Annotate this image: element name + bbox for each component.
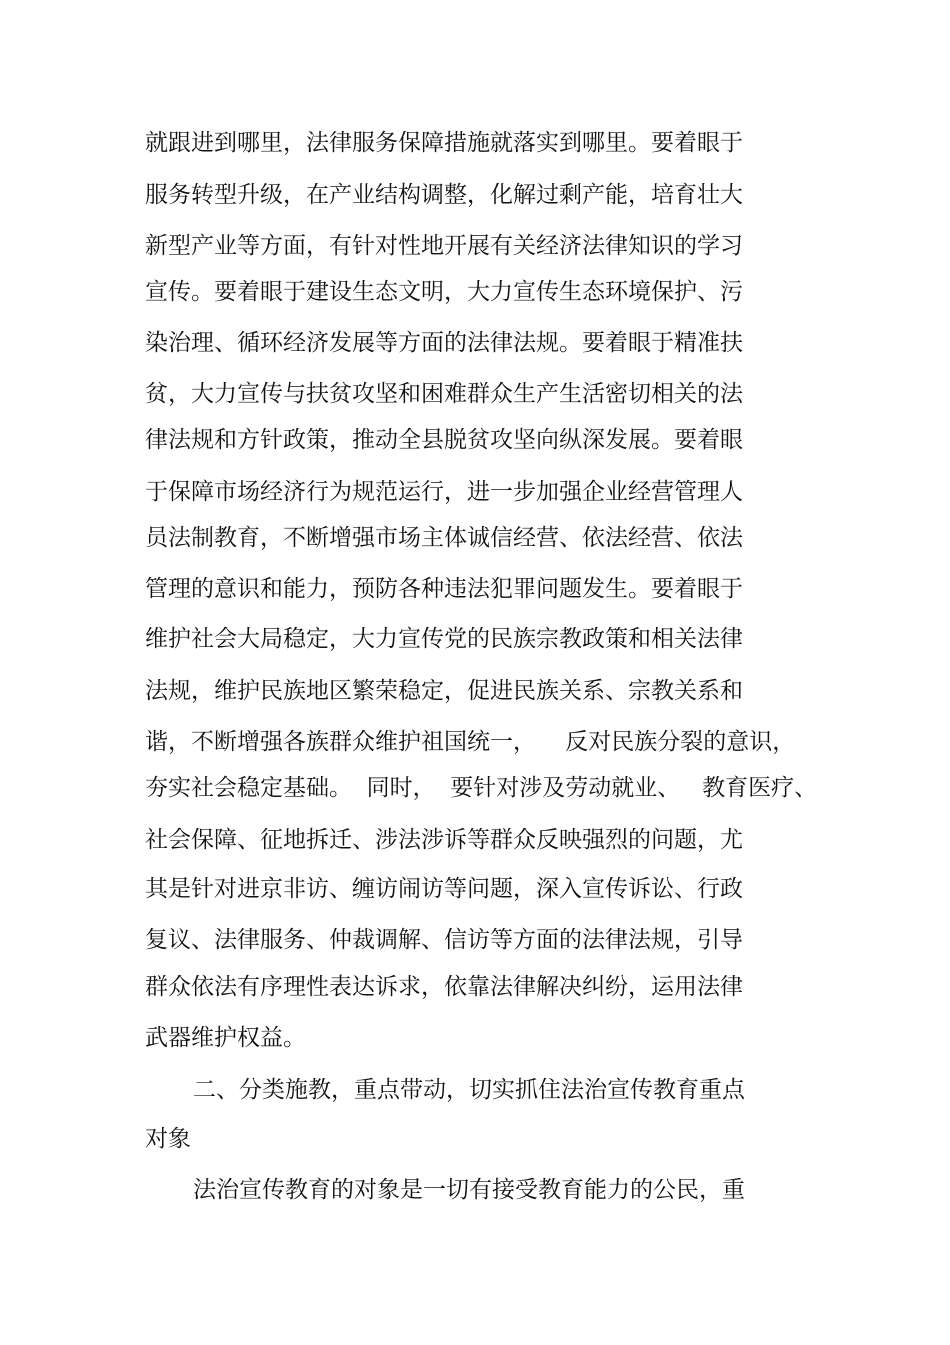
body-line: 武器维护权益。	[145, 1025, 306, 1051]
paragraph-line: 法治宣传教育的对象是一切有接受教育能力的公民，重	[193, 1177, 745, 1203]
body-line: 谐，不断增强各族群众维护祖国统一， 反对民族分裂的意识，	[145, 729, 796, 755]
body-line: 法规，维护民族地区繁荣稳定，促进民族关系、宗教关系和	[145, 678, 743, 704]
body-line: 社会保障、征地拆迁、涉法涉诉等群众反映强烈的问题，尤	[145, 827, 743, 853]
body-line: 群众依法有序理性表达诉求，依靠法律解决纠纷，运用法律	[145, 974, 743, 1000]
body-line: 服务转型升级，在产业结构调整，化解过剩产能，培育壮大	[145, 182, 743, 208]
body-line: 维护社会大局稳定，大力宣传党的民族宗教政策和相关法律	[145, 626, 743, 652]
body-line: 员法制教育，不断增强市场主体诚信经营、依法经营、依法	[145, 525, 743, 551]
body-line: 于保障市场经济行为规范运行，进一步加强企业经营管理人	[145, 479, 743, 505]
body-line: 夯实社会稳定基础。 同时， 要针对涉及劳动就业、 教育医疗、	[145, 775, 818, 801]
section-heading: 二、分类施教，重点带动，切实抓住法治宣传教育重点	[193, 1077, 745, 1103]
body-line: 复议、法律服务、仲裁调解、信访等方面的法律法规，引导	[145, 927, 743, 953]
body-line: 宣传。要着眼于建设生态文明，大力宣传生态环境保护、污	[145, 279, 743, 305]
body-line: 新型产业等方面，有针对性地开展有关经济法律知识的学习	[145, 233, 743, 259]
body-line: 就跟进到哪里，法律服务保障措施就落实到哪里。要着眼于	[145, 130, 743, 156]
body-line: 律法规和方针政策，推动全县脱贫攻坚向纵深发展。要着眼	[145, 427, 743, 453]
body-line: 管理的意识和能力，预防各种违法犯罪问题发生。要着眼于	[145, 576, 743, 602]
section-heading-continued: 对象	[145, 1126, 191, 1152]
body-line: 贫，大力宣传与扶贫攻坚和困难群众生产生活密切相关的法	[145, 381, 743, 407]
body-line: 染治理、循环经济发展等方面的法律法规。要着眼于精准扶	[145, 330, 743, 356]
body-line: 其是针对进京非访、缠访闹访等问题，深入宣传诉讼、行政	[145, 876, 743, 902]
